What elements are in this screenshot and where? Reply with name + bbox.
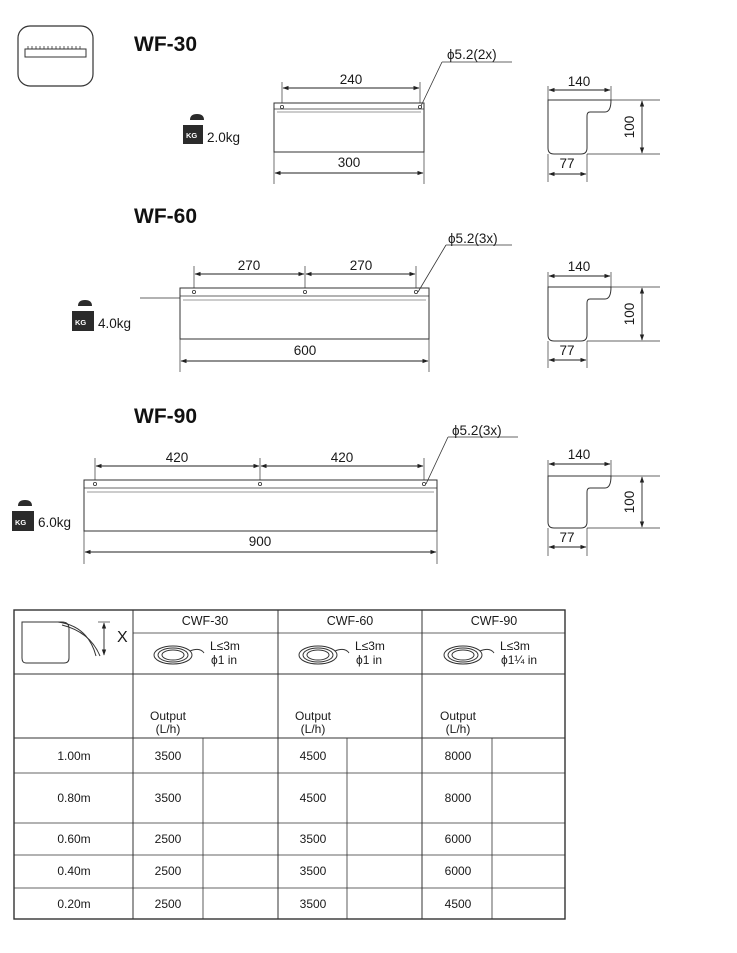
hole-spacing-label: 420 [165, 450, 189, 465]
output-value: 3500 [154, 791, 182, 805]
column-name: CWF-60 [326, 614, 374, 628]
mount-hole [258, 482, 261, 485]
output-value: 2500 [154, 832, 182, 846]
hole-spacing-label: 420 [330, 450, 354, 465]
kg-weight-icon [183, 114, 204, 144]
column-pipe: ϕ1 in [356, 653, 383, 667]
hole-spacing-label: 240 [339, 72, 363, 87]
output-value: 8000 [444, 791, 472, 805]
hole-label: ϕ5.2(2x) [447, 47, 497, 62]
mount-hole [414, 290, 417, 293]
mount-hole [422, 482, 425, 485]
side-top-label: 140 [567, 447, 591, 462]
column-length: L≤3m [500, 639, 530, 653]
output-value: 2500 [154, 897, 182, 911]
output-value: 3500 [299, 864, 327, 878]
hole-label: ϕ5.2(3x) [448, 231, 498, 246]
model-title: WF-60 [134, 205, 197, 228]
row-height: 0.40m [57, 864, 91, 878]
unit-label: (L/h) [445, 722, 471, 736]
output-label: Output [294, 709, 332, 723]
output-value: 3500 [154, 749, 182, 763]
side-view [548, 287, 611, 341]
svg-text:KG: KG [186, 131, 198, 140]
output-value: 4500 [299, 749, 327, 763]
output-table [14, 610, 565, 919]
mount-hole [280, 105, 283, 108]
weight-label: 4.0kg [98, 316, 132, 331]
side-bottom-label: 77 [559, 343, 575, 358]
row-height: 1.00m [57, 749, 91, 763]
height-symbol: X [117, 629, 128, 646]
mount-hole [93, 482, 96, 485]
kg-weight-icon [12, 500, 34, 531]
side-bottom-label: 77 [559, 156, 575, 171]
hole-spacing-label: 270 [349, 258, 373, 273]
output-value: 4500 [444, 897, 472, 911]
output-label: Output [439, 709, 477, 723]
row-height: 0.20m [57, 897, 91, 911]
side-height-label: 100 [622, 115, 637, 139]
output-label: Output [149, 709, 187, 723]
model-title: WF-90 [134, 405, 197, 428]
row-height: 0.60m [57, 832, 91, 846]
output-value: 3500 [299, 897, 327, 911]
kg-weight-icon [72, 300, 94, 331]
column-length: L≤3m [355, 639, 385, 653]
model-wf-90 [12, 405, 660, 564]
column-length: L≤3m [210, 639, 240, 653]
column-name: CWF-30 [181, 614, 229, 628]
column-pipe: ϕ1 in [211, 653, 238, 667]
model-wf-30 [134, 33, 660, 184]
straight-spout-icon [18, 26, 93, 86]
output-value: 4500 [299, 791, 327, 805]
side-view [548, 476, 611, 528]
column-pipe: ϕ1¼ in [501, 653, 538, 667]
svg-text:KG: KG [15, 518, 27, 527]
hole-label: ϕ5.2(3x) [452, 423, 502, 438]
output-value: 6000 [444, 832, 472, 846]
output-value: 8000 [444, 749, 472, 763]
side-bottom-label: 77 [559, 530, 575, 545]
model-wf-60 [72, 205, 660, 372]
row-height: 0.80m [57, 791, 91, 805]
length-label: 600 [293, 343, 317, 358]
side-height-label: 100 [622, 302, 637, 326]
column-name: CWF-90 [470, 614, 518, 628]
mount-hole [303, 290, 306, 293]
side-top-label: 140 [567, 259, 591, 274]
length-label: 900 [248, 534, 272, 549]
mount-hole [192, 290, 195, 293]
unit-label: (L/h) [300, 722, 326, 736]
side-height-label: 100 [622, 490, 637, 514]
unit-label: (L/h) [155, 722, 181, 736]
side-view [548, 100, 611, 154]
svg-text:KG: KG [75, 318, 87, 327]
length-label: 300 [337, 155, 361, 170]
output-value: 6000 [444, 864, 472, 878]
output-value: 3500 [299, 832, 327, 846]
front-view [274, 103, 424, 152]
side-top-label: 140 [567, 74, 591, 89]
weight-label: 6.0kg [38, 515, 72, 530]
hole-spacing-label: 270 [237, 258, 261, 273]
output-value: 2500 [154, 864, 182, 878]
weight-label: 2.0kg [207, 130, 241, 145]
model-title: WF-30 [134, 33, 197, 56]
